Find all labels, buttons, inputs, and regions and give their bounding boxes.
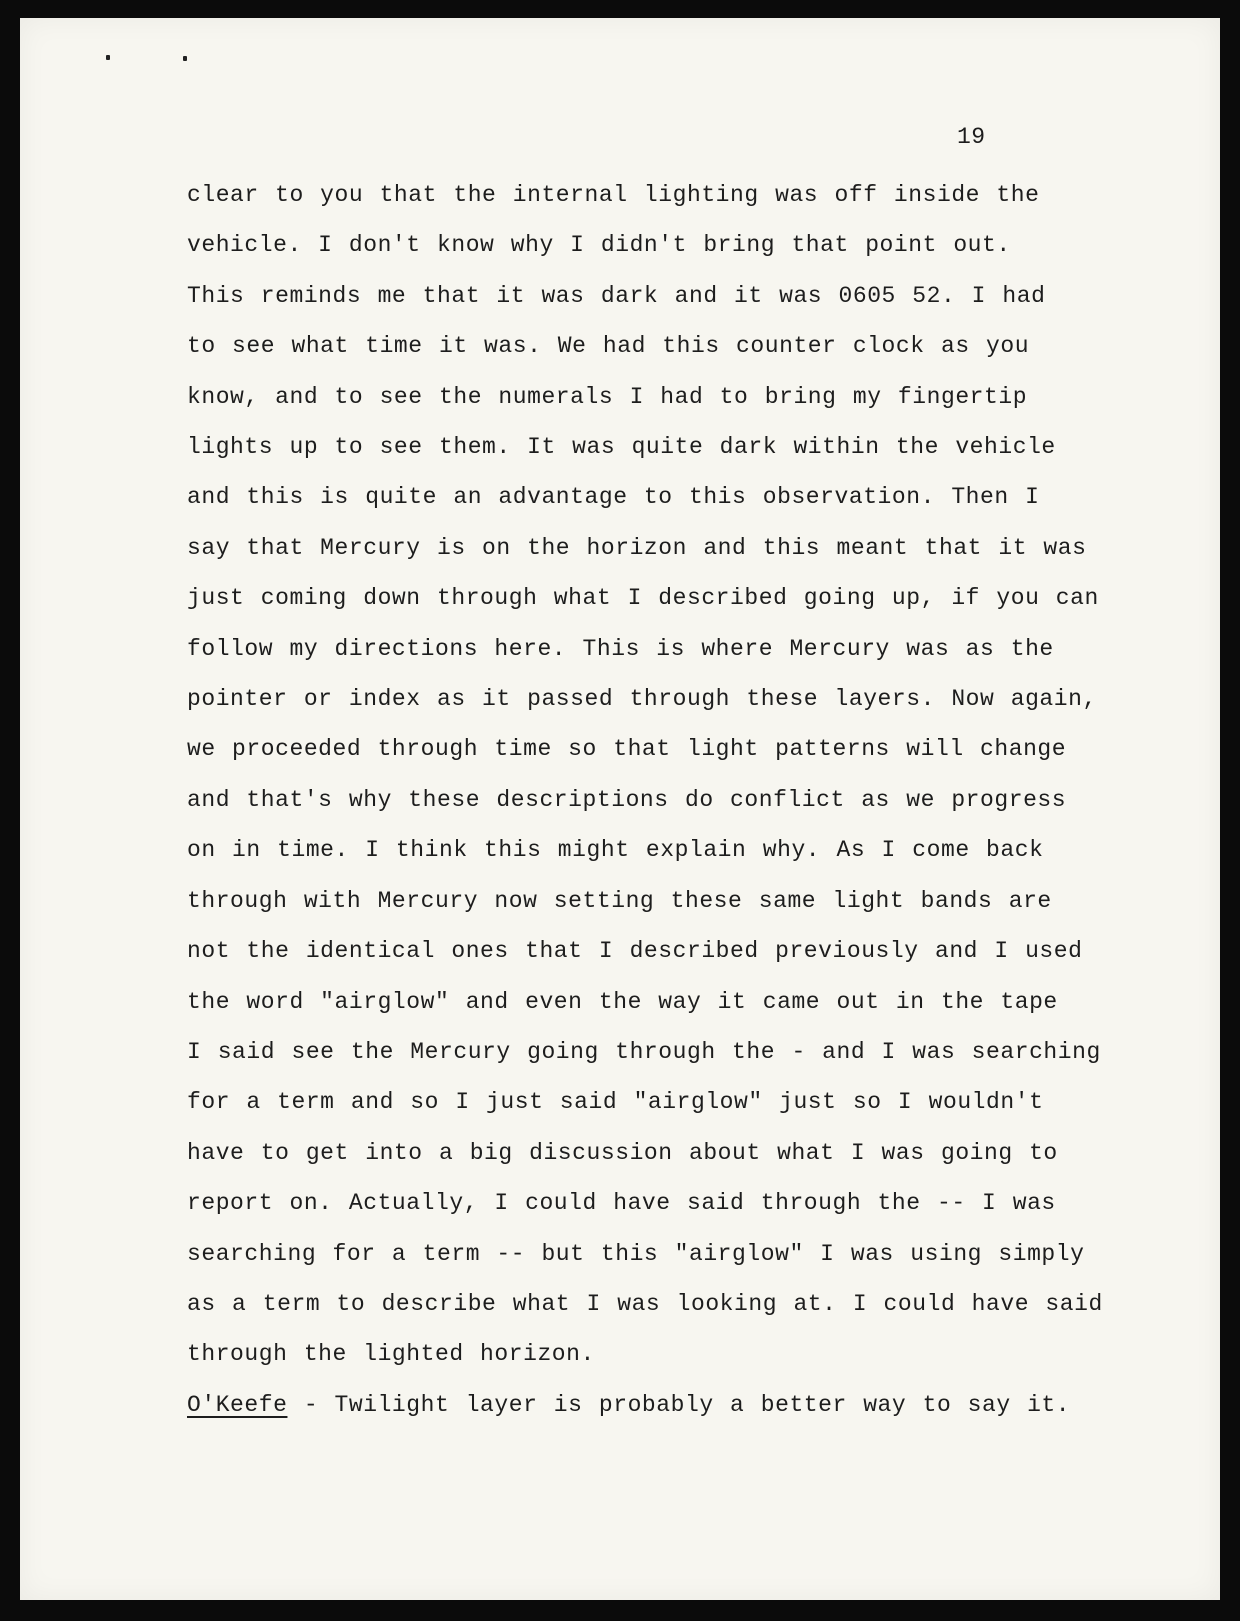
margin-mark (106, 55, 110, 60)
margin-mark (183, 56, 187, 61)
text-line: searching for a term -- but this "airglow" I was using simply (187, 1240, 1085, 1267)
text-line: report on. Actually, I could have said through the -- I was (187, 1190, 1056, 1217)
speaker-remark: - Twilight layer is probably a better way to say it. (287, 1391, 1071, 1418)
text-line: on in time. I think this might explain why. As I come back (187, 837, 1044, 864)
text-line: and this is quite an advantage to this observation. Then I (187, 484, 1040, 511)
text-line: have to get into a big discussion about what I was going to (187, 1139, 1058, 1166)
speaker-line (187, 1380, 1187, 1430)
text-line: follow my directions here. This is where Mercury was as the (187, 635, 1054, 662)
transcript-text (187, 170, 1187, 1430)
text-line: to see what time it was. We had this counter clock as you (187, 333, 1030, 360)
text-line: we proceeded through time so that light patterns will change (187, 736, 1067, 763)
text-line: know, and to see the numerals I had to bring my fingertip (187, 383, 1028, 410)
text-line: the word "airglow" and even the way it came out in the tape (187, 988, 1058, 1015)
text-line: through with Mercury now setting these same light bands are (187, 887, 1052, 914)
text-line: This reminds me that it was dark and it was 0605 52. I had (187, 282, 1046, 309)
text-line: and that's why these descriptions do conflict as we progress (187, 786, 1067, 813)
speaker-name: O'Keefe (187, 1391, 288, 1418)
page-number: 19 (957, 124, 986, 150)
text-line: vehicle. I don't know why I didn't bring that point out. (187, 232, 1011, 259)
text-line: through the lighted horizon. (187, 1341, 595, 1368)
text-line: I said see the Mercury going through the - and I was searching (187, 1038, 1101, 1065)
text-line: pointer or index as it passed through these layers. Now again, (187, 686, 1097, 713)
text-line: as a term to describe what I was looking at. I could have said (187, 1290, 1103, 1317)
text-line: for a term and so I just said "airglow" just so I wouldn't (187, 1089, 1044, 1116)
text-line: not the identical ones that I described previously and I used (187, 938, 1083, 965)
text-line: just coming down through what I described going up, if you can (187, 585, 1099, 612)
text-line: clear to you that the internal lighting was off inside the (187, 182, 1040, 208)
text-line: lights up to see them. It was quite dark within the vehicle (187, 434, 1056, 461)
text-line: say that Mercury is on the horizon and this meant that it was (187, 534, 1087, 561)
